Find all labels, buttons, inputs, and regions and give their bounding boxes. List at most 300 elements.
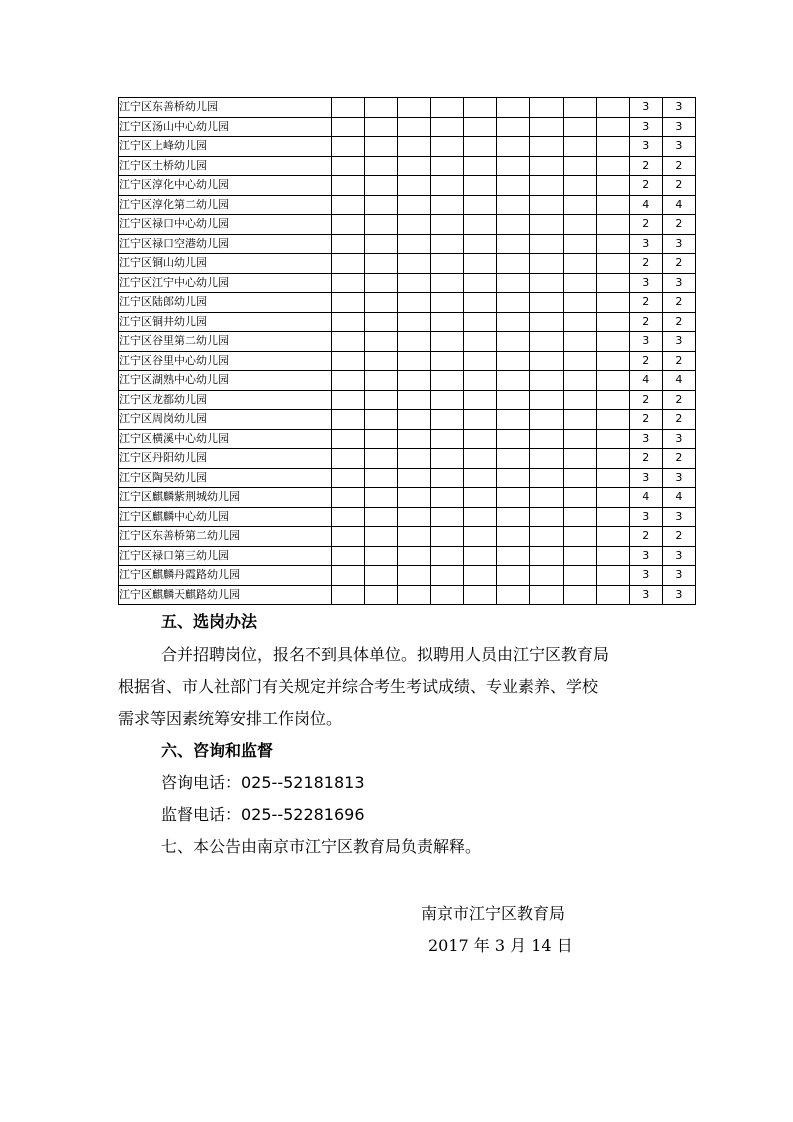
empty-cell <box>530 215 563 235</box>
empty-cell <box>563 449 596 469</box>
empty-cell <box>530 156 563 176</box>
empty-cell <box>596 546 629 566</box>
empty-cell <box>331 371 364 391</box>
kindergarten-name: 江宁区江宁中心幼儿园 <box>119 273 332 293</box>
table-row <box>119 98 696 118</box>
count-cell: 3 <box>629 117 662 137</box>
empty-cell <box>530 351 563 371</box>
empty-cell <box>464 488 497 508</box>
count-cell: 2 <box>629 312 662 332</box>
kindergarten-name: 江宁区陆郎幼儿园 <box>119 293 332 313</box>
empty-cell <box>497 254 530 274</box>
empty-cell <box>563 234 596 254</box>
empty-cell <box>464 234 497 254</box>
empty-cell <box>464 215 497 235</box>
section-6-heading: 六、咨询和监督 <box>161 741 274 760</box>
section-7-heading: 七、本公告由南京市江宁区教育局负责解释。 <box>161 837 482 856</box>
empty-cell <box>497 351 530 371</box>
empty-cell <box>397 488 430 508</box>
empty-cell <box>331 546 364 566</box>
count-cell: 3 <box>629 98 662 118</box>
table-row <box>119 527 696 547</box>
empty-cell <box>530 468 563 488</box>
total-cell: 3 <box>662 332 695 352</box>
empty-cell <box>596 312 629 332</box>
empty-cell <box>431 449 464 469</box>
empty-cell <box>364 195 397 215</box>
table-row <box>119 254 696 274</box>
empty-cell <box>497 527 530 547</box>
empty-cell <box>464 468 497 488</box>
empty-cell <box>497 195 530 215</box>
empty-cell <box>464 371 497 391</box>
empty-cell <box>596 527 629 547</box>
empty-cell <box>431 137 464 157</box>
empty-cell <box>563 371 596 391</box>
empty-cell <box>596 585 629 605</box>
empty-cell <box>431 585 464 605</box>
empty-cell <box>530 488 563 508</box>
empty-cell <box>497 507 530 527</box>
count-cell: 3 <box>629 546 662 566</box>
empty-cell <box>530 546 563 566</box>
empty-cell <box>397 527 430 547</box>
empty-cell <box>464 273 497 293</box>
empty-cell <box>364 351 397 371</box>
empty-cell <box>497 98 530 118</box>
empty-cell <box>563 527 596 547</box>
empty-cell <box>497 546 530 566</box>
empty-cell <box>364 527 397 547</box>
count-cell: 3 <box>629 566 662 586</box>
count-cell: 2 <box>629 215 662 235</box>
empty-cell <box>497 371 530 391</box>
empty-cell <box>497 312 530 332</box>
empty-cell <box>596 566 629 586</box>
kindergarten-name: 江宁区横溪中心幼儿园 <box>119 429 332 449</box>
empty-cell <box>364 507 397 527</box>
empty-cell <box>331 156 364 176</box>
empty-cell <box>596 176 629 196</box>
table-row <box>119 215 696 235</box>
empty-cell <box>364 234 397 254</box>
empty-cell <box>596 468 629 488</box>
recruitment-table <box>118 97 696 605</box>
count-cell: 3 <box>629 468 662 488</box>
empty-cell <box>596 273 629 293</box>
table-row <box>119 273 696 293</box>
empty-cell <box>331 351 364 371</box>
empty-cell <box>364 410 397 430</box>
total-cell: 3 <box>662 234 695 254</box>
total-cell: 3 <box>662 507 695 527</box>
empty-cell <box>563 429 596 449</box>
empty-cell <box>464 156 497 176</box>
count-cell: 4 <box>629 195 662 215</box>
empty-cell <box>464 566 497 586</box>
count-cell: 2 <box>629 390 662 410</box>
empty-cell <box>364 176 397 196</box>
empty-cell <box>530 234 563 254</box>
total-cell: 3 <box>662 468 695 488</box>
empty-cell <box>530 176 563 196</box>
empty-cell <box>563 117 596 137</box>
empty-cell <box>397 254 430 274</box>
empty-cell <box>431 410 464 430</box>
total-cell: 2 <box>662 176 695 196</box>
empty-cell <box>596 410 629 430</box>
empty-cell <box>596 195 629 215</box>
empty-cell <box>464 351 497 371</box>
empty-cell <box>563 585 596 605</box>
kindergarten-name: 江宁区汤山中心幼儿园 <box>119 117 332 137</box>
kindergarten-name: 江宁区周岗幼儿园 <box>119 410 332 430</box>
table-row <box>119 566 696 586</box>
empty-cell <box>464 254 497 274</box>
total-cell: 3 <box>662 429 695 449</box>
kindergarten-name: 江宁区禄口空港幼儿园 <box>119 234 332 254</box>
kindergarten-name: 江宁区谷里中心幼儿园 <box>119 351 332 371</box>
empty-cell <box>596 449 629 469</box>
empty-cell <box>596 254 629 274</box>
empty-cell <box>431 468 464 488</box>
empty-cell <box>431 390 464 410</box>
empty-cell <box>431 176 464 196</box>
table-row <box>119 351 696 371</box>
kindergarten-name: 江宁区禄口中心幼儿园 <box>119 215 332 235</box>
count-cell: 3 <box>629 273 662 293</box>
table-row <box>119 585 696 605</box>
empty-cell <box>331 507 364 527</box>
empty-cell <box>331 332 364 352</box>
kindergarten-name: 江宁区铜山幼儿园 <box>119 254 332 274</box>
empty-cell <box>331 293 364 313</box>
empty-cell <box>596 351 629 371</box>
empty-cell <box>331 429 364 449</box>
empty-cell <box>331 254 364 274</box>
kindergarten-name: 江宁区丹阳幼儿园 <box>119 449 332 469</box>
kindergarten-name: 江宁区东善桥幼儿园 <box>119 98 332 118</box>
table-row <box>119 293 696 313</box>
empty-cell <box>530 137 563 157</box>
empty-cell <box>563 351 596 371</box>
empty-cell <box>530 293 563 313</box>
empty-cell <box>397 468 430 488</box>
empty-cell <box>364 449 397 469</box>
empty-cell <box>431 312 464 332</box>
empty-cell <box>431 293 464 313</box>
table-row <box>119 234 696 254</box>
empty-cell <box>464 546 497 566</box>
total-cell: 3 <box>662 137 695 157</box>
empty-cell <box>331 195 364 215</box>
empty-cell <box>397 429 430 449</box>
table-row <box>119 429 696 449</box>
empty-cell <box>596 215 629 235</box>
empty-cell <box>497 449 530 469</box>
empty-cell <box>497 215 530 235</box>
table-row <box>119 371 696 391</box>
empty-cell <box>563 468 596 488</box>
empty-cell <box>431 156 464 176</box>
empty-cell <box>364 254 397 274</box>
empty-cell <box>563 293 596 313</box>
total-cell: 2 <box>662 410 695 430</box>
kindergarten-name: 江宁区淳化第二幼儿园 <box>119 195 332 215</box>
empty-cell <box>331 176 364 196</box>
empty-cell <box>397 585 430 605</box>
kindergarten-name: 江宁区湖熟中心幼儿园 <box>119 371 332 391</box>
empty-cell <box>397 312 430 332</box>
empty-cell <box>497 293 530 313</box>
empty-cell <box>431 566 464 586</box>
empty-cell <box>464 585 497 605</box>
empty-cell <box>397 449 430 469</box>
empty-cell <box>397 117 430 137</box>
total-cell: 2 <box>662 351 695 371</box>
empty-cell <box>497 137 530 157</box>
table-row <box>119 410 696 430</box>
empty-cell <box>563 273 596 293</box>
empty-cell <box>364 332 397 352</box>
total-cell: 2 <box>662 293 695 313</box>
total-cell: 2 <box>662 254 695 274</box>
kindergarten-name: 江宁区上峰幼儿园 <box>119 137 332 157</box>
kindergarten-name: 江宁区铜井幼儿园 <box>119 312 332 332</box>
empty-cell <box>530 449 563 469</box>
empty-cell <box>331 585 364 605</box>
empty-cell <box>530 390 563 410</box>
empty-cell <box>331 488 364 508</box>
empty-cell <box>497 332 530 352</box>
empty-cell <box>431 488 464 508</box>
table-row <box>119 312 696 332</box>
empty-cell <box>364 429 397 449</box>
empty-cell <box>464 429 497 449</box>
empty-cell <box>596 117 629 137</box>
table-row <box>119 546 696 566</box>
empty-cell <box>563 488 596 508</box>
count-cell: 4 <box>629 488 662 508</box>
empty-cell <box>497 468 530 488</box>
empty-cell <box>464 527 497 547</box>
empty-cell <box>397 273 430 293</box>
empty-cell <box>464 507 497 527</box>
empty-cell <box>397 156 430 176</box>
empty-cell <box>563 215 596 235</box>
empty-cell <box>596 137 629 157</box>
empty-cell <box>596 390 629 410</box>
table-row <box>119 332 696 352</box>
empty-cell <box>563 156 596 176</box>
empty-cell <box>596 234 629 254</box>
empty-cell <box>331 117 364 137</box>
empty-cell <box>431 527 464 547</box>
count-cell: 2 <box>629 410 662 430</box>
section-5-line-2: 根据省、市人社部门有关规定并综合考生考试成绩、专业素养、学校 <box>118 677 599 696</box>
empty-cell <box>596 507 629 527</box>
empty-cell <box>530 371 563 391</box>
total-cell: 3 <box>662 117 695 137</box>
table-row <box>119 449 696 469</box>
count-cell: 3 <box>629 507 662 527</box>
empty-cell <box>464 98 497 118</box>
empty-cell <box>431 332 464 352</box>
empty-cell <box>331 390 364 410</box>
empty-cell <box>431 273 464 293</box>
empty-cell <box>431 351 464 371</box>
signature-date: 2017 年 3 月 14 日 <box>428 936 573 955</box>
kindergarten-name: 江宁区麒麟紫荆城幼儿园 <box>119 488 332 508</box>
empty-cell <box>331 312 364 332</box>
total-cell: 2 <box>662 390 695 410</box>
empty-cell <box>397 293 430 313</box>
total-cell: 2 <box>662 156 695 176</box>
empty-cell <box>530 332 563 352</box>
empty-cell <box>497 390 530 410</box>
empty-cell <box>364 468 397 488</box>
table-row <box>119 507 696 527</box>
total-cell: 2 <box>662 215 695 235</box>
empty-cell <box>530 585 563 605</box>
empty-cell <box>397 351 430 371</box>
total-cell: 2 <box>662 527 695 547</box>
empty-cell <box>364 371 397 391</box>
count-cell: 4 <box>629 371 662 391</box>
empty-cell <box>563 410 596 430</box>
kindergarten-name: 江宁区谷里第二幼儿园 <box>119 332 332 352</box>
section-5-line-1: 合并招聘岗位，报名不到具体单位。拟聘用人员由江宁区教育局 <box>161 645 610 664</box>
empty-cell <box>364 585 397 605</box>
kindergarten-name: 江宁区淳化中心幼儿园 <box>119 176 332 196</box>
total-cell: 4 <box>662 488 695 508</box>
empty-cell <box>364 546 397 566</box>
empty-cell <box>530 410 563 430</box>
empty-cell <box>331 98 364 118</box>
kindergarten-name: 江宁区土桥幼儿园 <box>119 156 332 176</box>
empty-cell <box>364 293 397 313</box>
table-row <box>119 195 696 215</box>
empty-cell <box>596 98 629 118</box>
empty-cell <box>464 176 497 196</box>
kindergarten-name: 江宁区麒麟中心幼儿园 <box>119 507 332 527</box>
empty-cell <box>464 293 497 313</box>
table-body <box>119 98 696 605</box>
kindergarten-name: 江宁区麒麟丹霞路幼儿园 <box>119 566 332 586</box>
count-cell: 3 <box>629 234 662 254</box>
table-row <box>119 137 696 157</box>
empty-cell <box>331 137 364 157</box>
table-row <box>119 156 696 176</box>
empty-cell <box>530 98 563 118</box>
kindergarten-name: 江宁区东善桥第二幼儿园 <box>119 527 332 547</box>
empty-cell <box>530 273 563 293</box>
empty-cell <box>397 507 430 527</box>
kindergarten-name: 江宁区龙都幼儿园 <box>119 390 332 410</box>
empty-cell <box>331 410 364 430</box>
empty-cell <box>464 410 497 430</box>
supervise-phone: 监督电话：025--52281696 <box>161 805 365 824</box>
total-cell: 2 <box>662 449 695 469</box>
empty-cell <box>530 507 563 527</box>
total-cell: 4 <box>662 195 695 215</box>
empty-cell <box>497 429 530 449</box>
count-cell: 3 <box>629 585 662 605</box>
empty-cell <box>563 195 596 215</box>
empty-cell <box>364 488 397 508</box>
empty-cell <box>397 390 430 410</box>
empty-cell <box>530 566 563 586</box>
empty-cell <box>364 98 397 118</box>
empty-cell <box>331 468 364 488</box>
empty-cell <box>464 137 497 157</box>
consult-phone: 咨询电话：025--52181813 <box>161 773 365 792</box>
total-cell: 2 <box>662 312 695 332</box>
empty-cell <box>431 507 464 527</box>
empty-cell <box>331 527 364 547</box>
empty-cell <box>431 215 464 235</box>
empty-cell <box>563 546 596 566</box>
total-cell: 3 <box>662 546 695 566</box>
empty-cell <box>331 449 364 469</box>
empty-cell <box>431 371 464 391</box>
empty-cell <box>431 254 464 274</box>
empty-cell <box>497 566 530 586</box>
total-cell: 3 <box>662 273 695 293</box>
empty-cell <box>364 117 397 137</box>
empty-cell <box>563 566 596 586</box>
empty-cell <box>596 429 629 449</box>
empty-cell <box>497 410 530 430</box>
empty-cell <box>431 234 464 254</box>
empty-cell <box>464 332 497 352</box>
total-cell: 3 <box>662 98 695 118</box>
empty-cell <box>397 176 430 196</box>
empty-cell <box>497 488 530 508</box>
empty-cell <box>530 195 563 215</box>
empty-cell <box>497 585 530 605</box>
empty-cell <box>563 98 596 118</box>
empty-cell <box>464 312 497 332</box>
empty-cell <box>497 234 530 254</box>
empty-cell <box>497 176 530 196</box>
empty-cell <box>596 332 629 352</box>
empty-cell <box>563 137 596 157</box>
empty-cell <box>464 195 497 215</box>
empty-cell <box>431 117 464 137</box>
empty-cell <box>431 195 464 215</box>
section-5-line-3: 需求等因素统筹安排工作岗位。 <box>118 709 343 728</box>
count-cell: 2 <box>629 351 662 371</box>
table-row <box>119 390 696 410</box>
empty-cell <box>464 390 497 410</box>
empty-cell <box>596 293 629 313</box>
empty-cell <box>331 273 364 293</box>
empty-cell <box>596 371 629 391</box>
empty-cell <box>530 429 563 449</box>
count-cell: 2 <box>629 176 662 196</box>
empty-cell <box>464 449 497 469</box>
empty-cell <box>563 254 596 274</box>
empty-cell <box>497 117 530 137</box>
count-cell: 3 <box>629 332 662 352</box>
empty-cell <box>397 137 430 157</box>
empty-cell <box>563 507 596 527</box>
empty-cell <box>497 273 530 293</box>
empty-cell <box>497 156 530 176</box>
empty-cell <box>431 546 464 566</box>
kindergarten-name: 江宁区麒麟天麒路幼儿园 <box>119 585 332 605</box>
